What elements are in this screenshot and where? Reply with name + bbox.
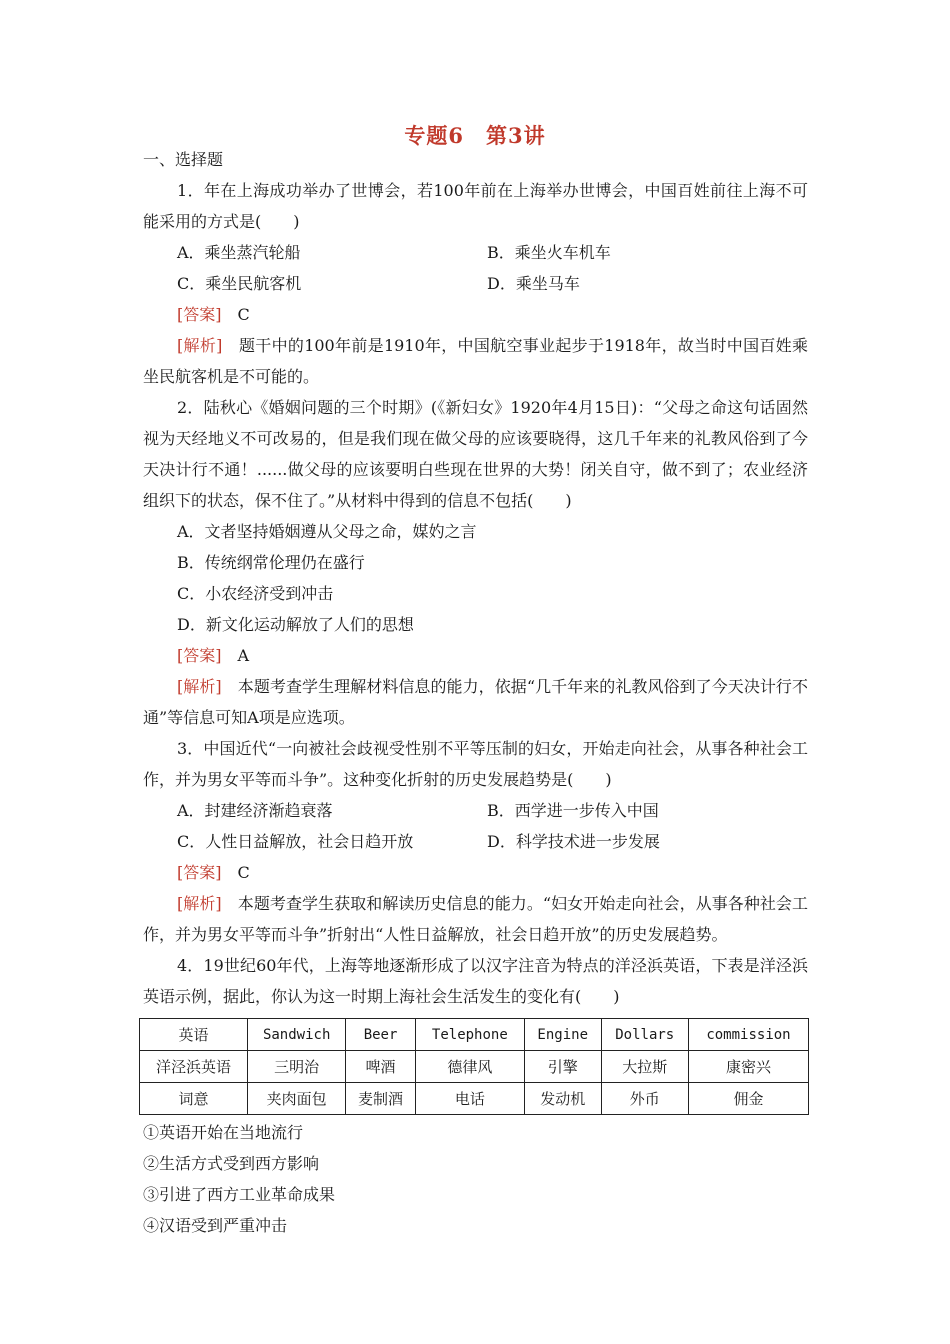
table-cell: 引擎 [524, 1051, 601, 1083]
question-2-option-b: B．传统纲常伦理仍在盛行 [177, 553, 365, 572]
answer-value: C [237, 863, 250, 882]
section-heading: 一、选择题 [143, 150, 224, 169]
table-cell: 麦制酒 [346, 1083, 415, 1115]
question-1-analysis [143, 330, 808, 392]
question-2-analysis [143, 671, 808, 733]
question-1-options-row-2 [143, 268, 808, 299]
table-cell: 外币 [601, 1083, 688, 1115]
question-2-option-a: A．文者坚持婚姻遵从父母之命，媒妁之言 [177, 522, 477, 541]
table-cell: 洋泾浜英语 [140, 1051, 248, 1083]
question-1-answer [143, 299, 808, 330]
table-cell: Engine [524, 1019, 601, 1051]
question-4-item-4: ④汉语受到严重冲击 [143, 1216, 288, 1235]
table-cell: commission [688, 1019, 808, 1051]
table-cell: 康密兴 [688, 1051, 808, 1083]
table-cell: 电话 [415, 1083, 524, 1115]
table-row [140, 1083, 809, 1115]
answer-value: C [237, 305, 250, 324]
question-2-option-d: D．新文化运动解放了人们的思想 [177, 615, 414, 634]
question-1-stem: 1．年在上海成功举办了世博会，若100年前在上海举办世博会，中国百姓前往上海不可能采用的方式是( ) [143, 181, 808, 231]
table-cell: 夹肉面包 [248, 1083, 346, 1115]
question-3-analysis [143, 888, 808, 950]
analysis-text: 本题考查学生理解材料信息的能力，依据“几千年来的礼教风俗到了今天决计行不通”等信息可知A项是应选项。 [143, 677, 808, 727]
analysis-tag: [解析] [177, 894, 222, 913]
table-row [140, 1051, 809, 1083]
table-cell: 啤酒 [346, 1051, 415, 1083]
pidgin-english-table [139, 1018, 809, 1115]
question-3-options-row-1 [143, 795, 808, 826]
analysis-text: 本题考查学生获取和解读历史信息的能力。“妇女开始走向社会，从事各种社会工作，并为男女平等而斗争”折射出“人性日益解放，社会日趋开放”的历史发展趋势。 [143, 894, 808, 944]
table-cell: 词意 [140, 1083, 248, 1115]
question-4-item-3: ③引进了西方工业革命成果 [143, 1185, 336, 1204]
question-3-options-row-2 [143, 826, 808, 857]
question-1-option-d: D．乘坐马车 [487, 274, 580, 293]
table-cell: 三明治 [248, 1051, 346, 1083]
analysis-text: 题干中的100年前是1910年，中国航空事业起步于1918年，故当时中国百姓乘坐民航客机是不可能的。 [143, 336, 808, 386]
table-cell: 英语 [140, 1019, 248, 1051]
question-4-item-1: ①英语开始在当地流行 [143, 1123, 304, 1142]
answer-tag: [答案] [177, 863, 222, 882]
table-cell: 发动机 [524, 1083, 601, 1115]
table-cell: 德律风 [415, 1051, 524, 1083]
question-1-option-a: A．乘坐蒸汽轮船 [177, 243, 301, 262]
table-cell: 大拉斯 [601, 1051, 688, 1083]
question-3-stem: 3．中国近代“一向被社会歧视受性别不平等压制的妇女，开始走向社会，从事各种社会工作，并为男女平等而斗争”。这种变化折射的历史发展趋势是( ) [143, 739, 808, 789]
analysis-tag: [解析] [177, 336, 223, 355]
question-3-option-d: D．科学技术进一步发展 [487, 832, 660, 851]
question-4-stem: 4．19世纪60年代，上海等地逐渐形成了以汉字注音为特点的洋泾浜英语，下表是洋泾浜英语示例，据此，你认为这一时期上海社会生活发生的变化有( ) [143, 956, 808, 1006]
question-3-option-b: B．西学进一步传入中国 [487, 801, 659, 820]
table-cell: Telephone [415, 1019, 524, 1051]
question-1-option-b: B．乘坐火车机车 [487, 243, 611, 262]
question-4-item-2: ②生活方式受到西方影响 [143, 1154, 320, 1173]
document-body [143, 144, 808, 1241]
question-2-stem: 2．陆秋心《婚姻问题的三个时期》(《新妇女》1920年4月15日)：“父母之命这句话固然视为天经地义不可改易的，但是我们现在做父母的应该要晓得，这几千年来的礼教风俗到了今天决计行不通！......做父母的应该要明白些现在世界的大势！闭关自守，做不到了；农业经济组织下的状态，保不住了。”从材料中得到的信息不包括( ) [143, 398, 808, 510]
question-1-option-c: C．乘坐民航客机 [177, 274, 302, 293]
answer-value: A [237, 646, 250, 665]
table-cell: Sandwich [248, 1019, 346, 1051]
question-1-options-row-1 [143, 237, 808, 268]
analysis-tag: [解析] [177, 677, 222, 696]
table-row [140, 1019, 809, 1051]
question-2-option-c: C．小农经济受到冲击 [177, 584, 334, 603]
answer-tag: [答案] [177, 646, 222, 665]
table-cell: Beer [346, 1019, 415, 1051]
table-cell: Dollars [601, 1019, 688, 1051]
page-title: 专题6 第3讲 [404, 123, 546, 148]
answer-tag: [答案] [177, 305, 222, 324]
question-3-option-c: C．人性日益解放，社会日趋开放 [177, 832, 414, 851]
question-2-answer [143, 640, 808, 671]
table-cell: 佣金 [688, 1083, 808, 1115]
question-3-option-a: A．封建经济渐趋衰落 [177, 801, 333, 820]
question-3-answer [143, 857, 808, 888]
